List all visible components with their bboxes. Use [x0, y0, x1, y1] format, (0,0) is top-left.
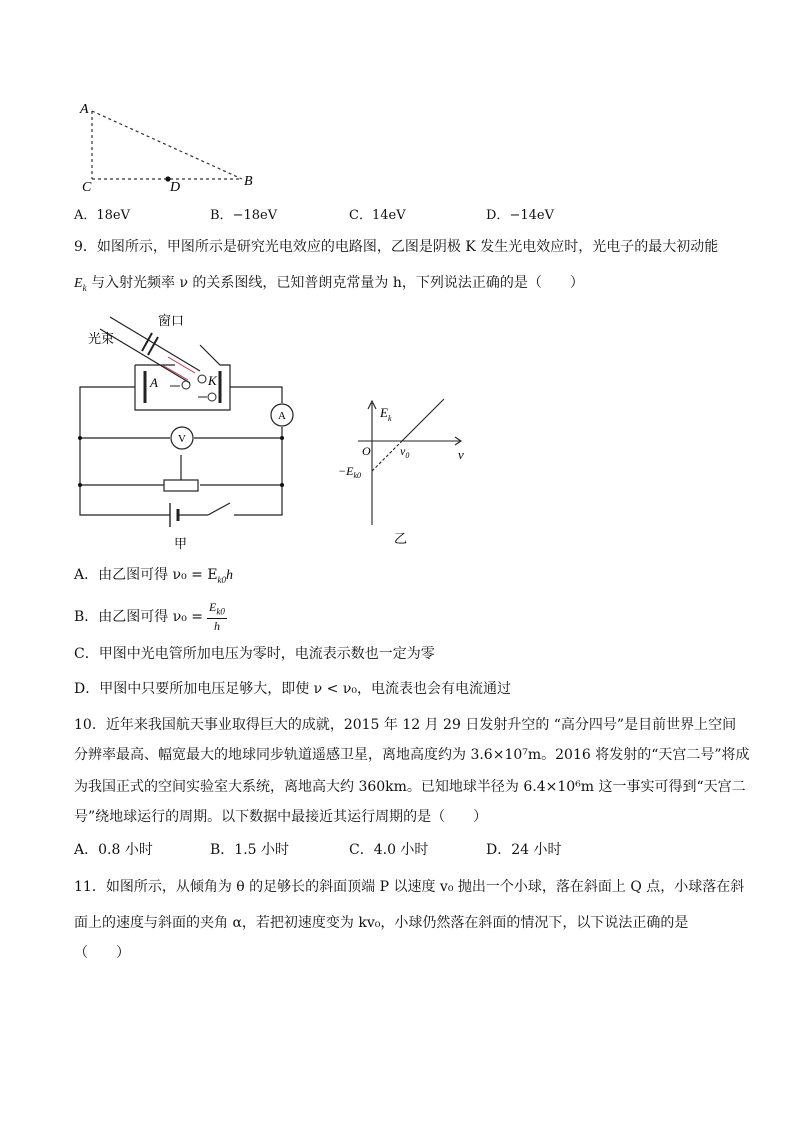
- switch-blade: [208, 503, 230, 515]
- q9-stem-line1: 9．如图所示，甲图所示是研究光电效应的电路图，乙图是阴极 K 发生光电效应时，光电子的最大初动能: [74, 239, 719, 255]
- q11-stem-line3: （ ）: [74, 945, 130, 961]
- caption-jia: 甲: [174, 536, 188, 550]
- q9-stem-line2: $E_k$ 与入射光频率 ν 的关系图线，已知普朗克常量为 h，下列说法正确的是（ ）: [74, 275, 584, 293]
- voltmeter-label: V: [178, 433, 186, 445]
- graph-intercept: $-E_{k0}$: [338, 464, 361, 480]
- caption-yi: 乙: [394, 531, 408, 546]
- window-bar: [142, 333, 152, 351]
- q10-option-d[interactable]: D．24 小时: [486, 842, 562, 858]
- wire-right-top: [230, 387, 282, 403]
- anode-label: A: [150, 375, 158, 390]
- ek-line-extension: [372, 441, 402, 471]
- ek-nu-graph: [330, 395, 480, 550]
- q9-option-d[interactable]: D．甲图中只要所加电压足够大，即使 ν < ν₀，电流表也会有电流通过: [74, 681, 511, 697]
- wire-left: [80, 387, 178, 485]
- q10-option-b[interactable]: B．1.5 小时: [210, 842, 290, 858]
- q10-stem-line2: 分辨率最高、幅宽最大的地球同步轨道遥感卫星，离地高度约为 3.6×10⁷m。2016 将发射的“天宫二号”将成: [74, 747, 750, 763]
- junction-right2: [280, 483, 284, 487]
- light-label: 光束: [88, 331, 115, 346]
- electron-2: [182, 381, 190, 389]
- electron-3: [208, 393, 216, 401]
- q10-stem-line1: 10．近年来我国航天事业取得巨大的成就，2015 年 12 月 29 日发射升空的 “高分四号”是目前世界上空间: [74, 717, 737, 733]
- window-bar2: [148, 337, 158, 355]
- segment-ab: [92, 111, 242, 179]
- q10-stem-line4: 号”绕地球运行的周期。以下数据中最接近其运行周期的是（ ）: [74, 809, 488, 825]
- triangle-figure: [70, 95, 270, 200]
- label-a: A: [80, 102, 89, 117]
- label-d: D: [170, 180, 181, 195]
- graph-xlabel: ν: [458, 447, 464, 462]
- window-label: 窗口: [158, 313, 185, 328]
- q8-option-a[interactable]: A．18eV: [74, 208, 131, 223]
- circuit-diagram: [70, 305, 310, 550]
- junction-left: [78, 436, 82, 440]
- graph-origin: O: [362, 444, 371, 458]
- q10-option-a[interactable]: A．0.8 小时: [74, 842, 153, 858]
- label-c: C: [82, 180, 92, 195]
- q9-option-c[interactable]: C．甲图中光电管所加电压为零时，电流表示数也一定为零: [74, 646, 435, 662]
- electron-1: [198, 375, 206, 383]
- graph-nu0: $\nu_0$: [400, 444, 410, 460]
- q10-option-c[interactable]: C．4.0 小时: [349, 842, 429, 858]
- q10-stem-line3: 为我国正式的空间实验室大系统，离地高大约 360km。已知地球半径为 6.4×10⁶m 这一事实可得到“天宫二: [74, 779, 746, 795]
- wire-right: [200, 427, 282, 485]
- q8-option-c[interactable]: C．14eV: [349, 208, 406, 223]
- graph-ylabel: $E_k$: [380, 405, 392, 423]
- photon-arrow-2: [162, 365, 188, 380]
- junction-left2: [78, 483, 82, 487]
- q11-stem-line1: 11．如图所示，从倾角为 θ 的足够长的斜面顶端 P 以速度 v₀ 抛出一个小球，落在斜面上 Q 点，小球落在斜: [74, 879, 745, 895]
- q9-option-b[interactable]: B．由乙图可得 ν₀ = $\frac{E_{k0}}{h}$: [74, 600, 225, 634]
- ek-line: [402, 399, 444, 441]
- q8-option-d[interactable]: D．−14eV: [486, 208, 554, 223]
- q11-stem-line2: 面上的速度与斜面的夹角 α，若把初速度变为 kv₀，小球仍然落在斜面的情况下，以下说法正确的是: [74, 915, 689, 931]
- fraction: $\frac{E_{k0}}{h}$: [209, 600, 225, 634]
- q8-option-b[interactable]: B．−18eV: [210, 208, 278, 223]
- wire-battery-left: [80, 485, 170, 515]
- cathode-label: K: [208, 373, 217, 388]
- q9-option-a[interactable]: A．由乙图可得 $\nu_0 = E_{k0}h$: [74, 567, 234, 585]
- junction-right: [280, 436, 284, 440]
- ammeter-label: A: [278, 410, 286, 422]
- wire-battery-right: [234, 485, 282, 515]
- rheostat: [164, 480, 198, 491]
- label-b: B: [244, 174, 253, 189]
